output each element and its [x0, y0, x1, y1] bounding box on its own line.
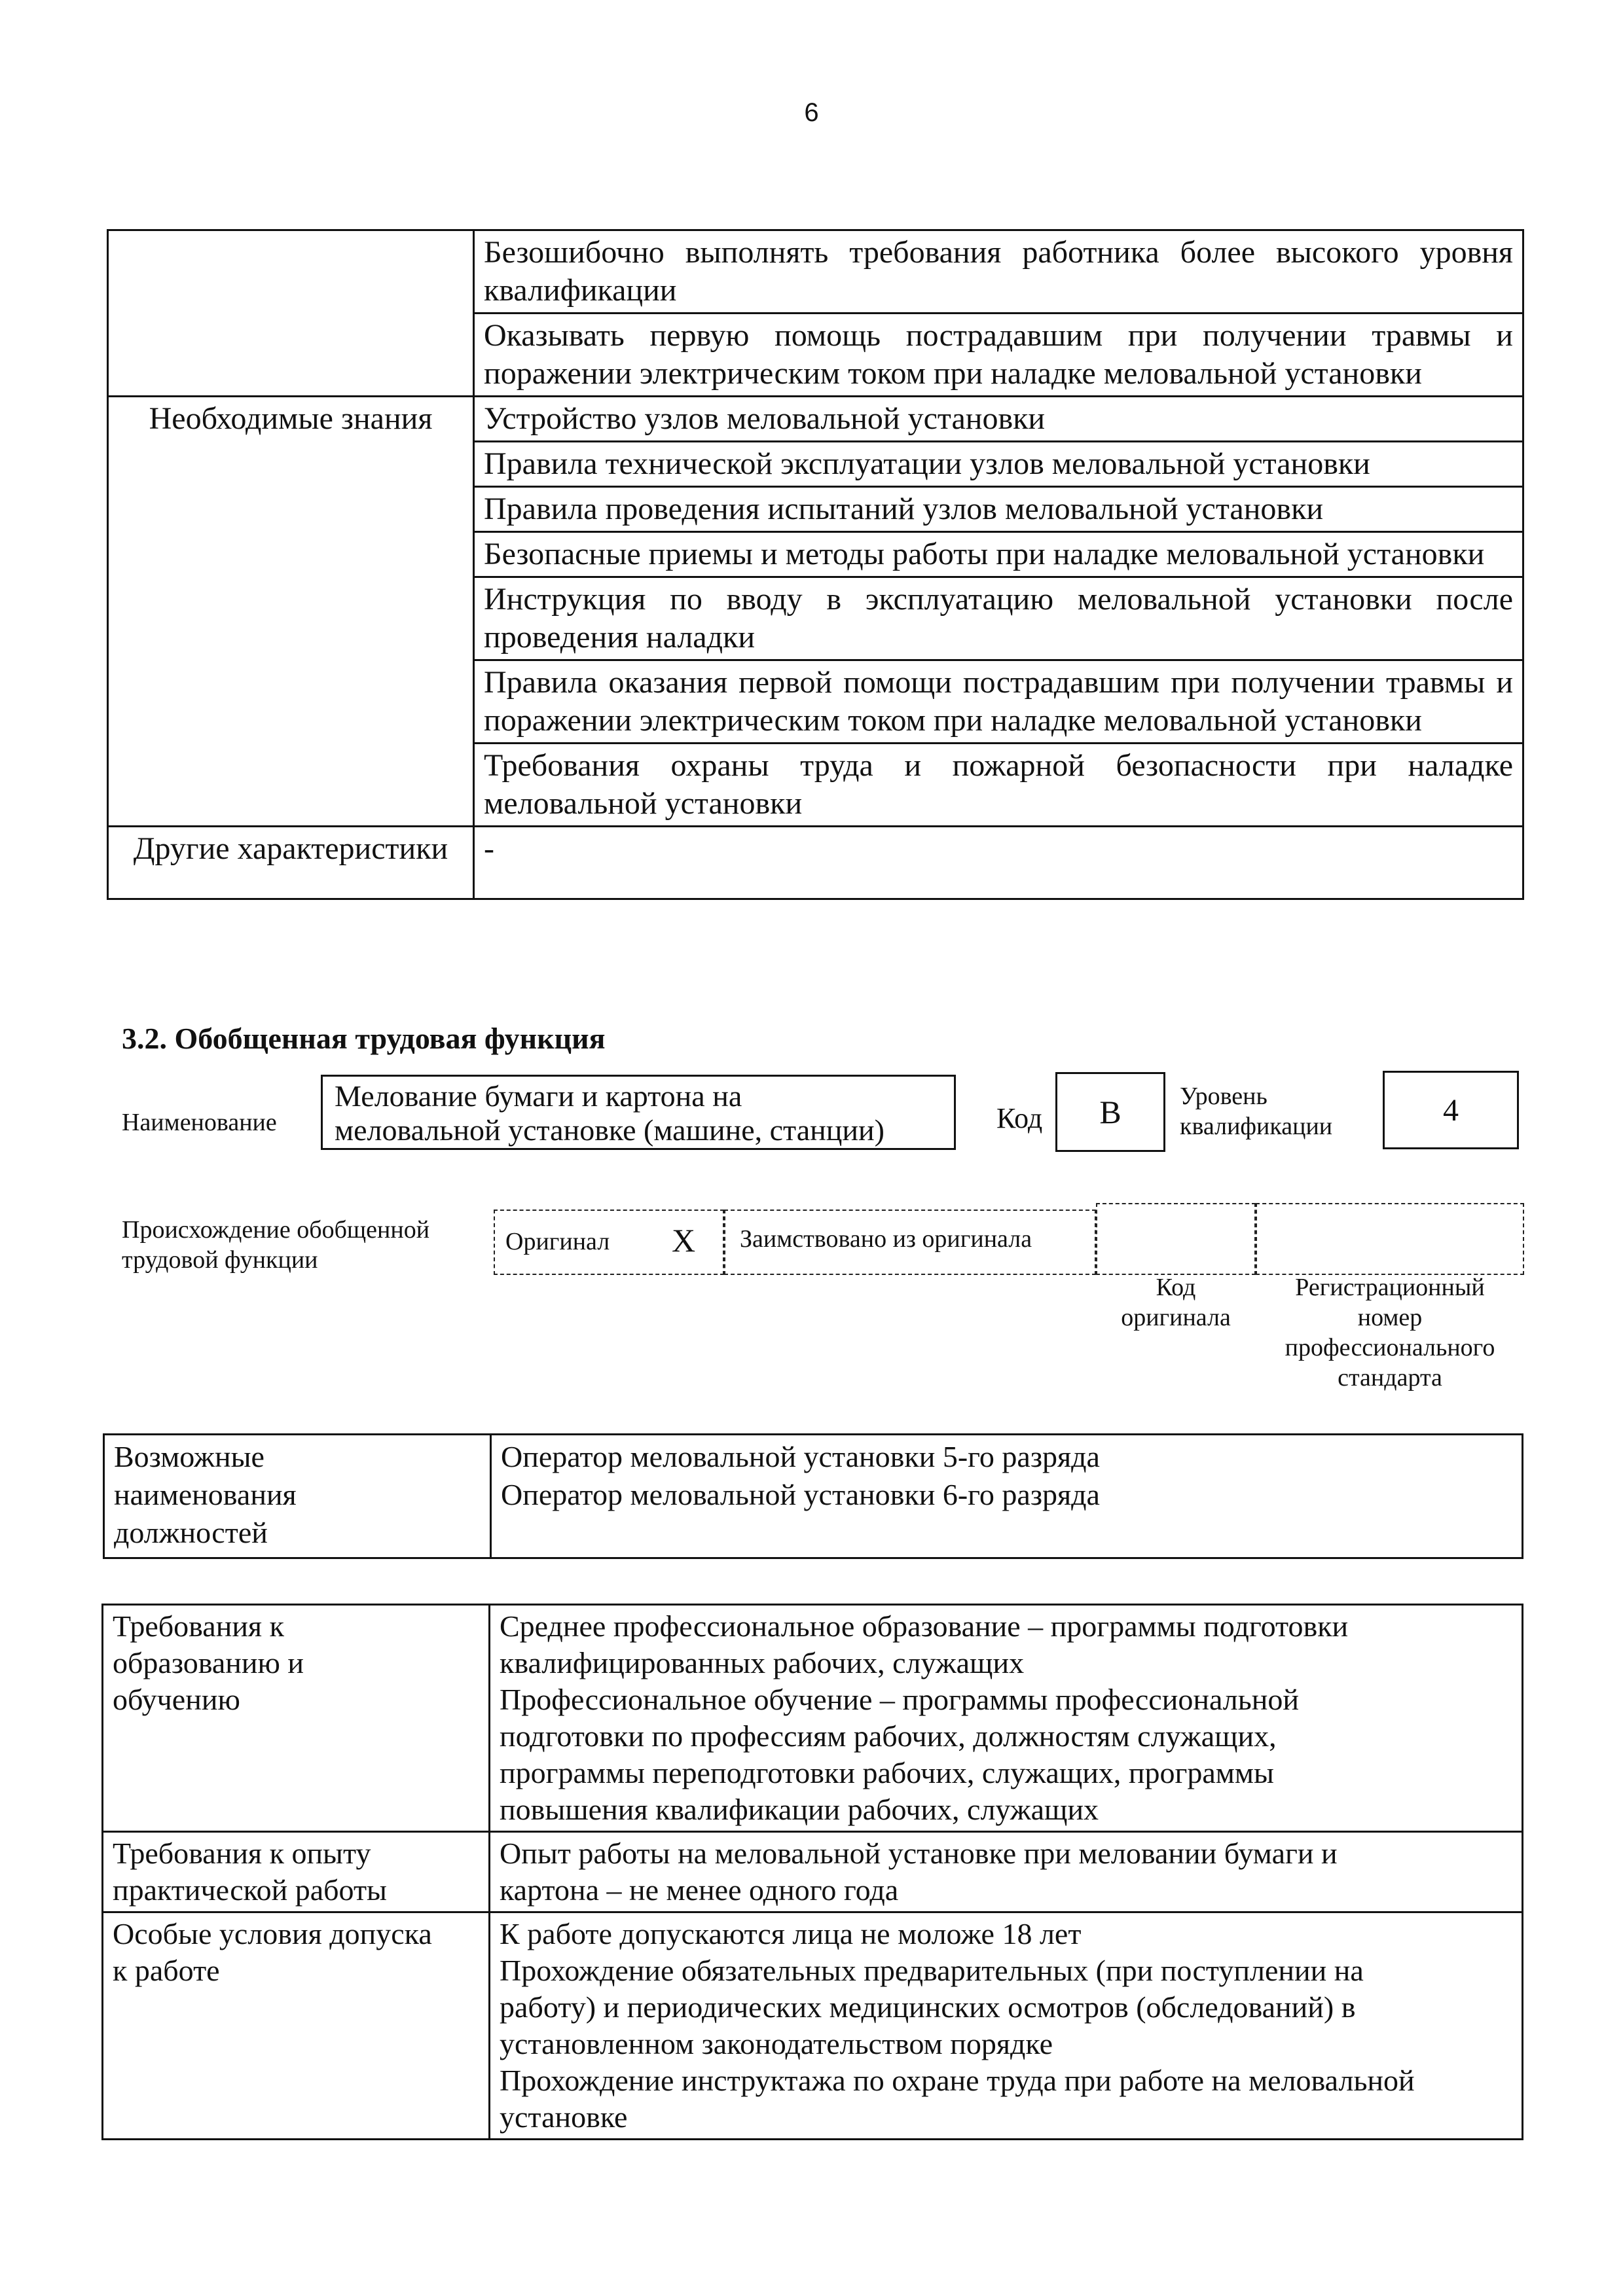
label-line: Возможные: [114, 1440, 264, 1473]
label-line: обучению: [113, 1683, 240, 1716]
education-value: [490, 1605, 1523, 1832]
required-knowledge-label: Необходимые знания: [108, 397, 474, 827]
registration-number-caption: [1256, 1272, 1524, 1393]
admission-value: [490, 1912, 1523, 2140]
caption-line: Регистрационный: [1295, 1274, 1485, 1301]
caption-line: профессионального: [1285, 1334, 1495, 1361]
label-line: Требования к: [113, 1609, 284, 1643]
table-value-cell: Инструкция по вводу в эксплуатацию меловальной установки после проведения наладки: [474, 577, 1523, 660]
value-line: работу) и периодических медицинских осмотров (обследований) в: [500, 1990, 1356, 2024]
value-line: установленном законодательством порядке: [500, 2027, 1053, 2060]
other-characteristics-label: Другие характеристики: [108, 827, 474, 899]
origin-label-line: трудовой функции: [122, 1246, 318, 1274]
page-number: 6: [804, 98, 819, 127]
value-line: программы переподготовки рабочих, служащих, программы: [500, 1756, 1274, 1789]
value-line: Прохождение инструктажа по охране труда при работе на меловальной: [500, 2064, 1415, 2097]
label-line: к работе: [113, 1954, 220, 1987]
value-line: Оператор меловальной установки 5-го разряда: [501, 1440, 1100, 1473]
table-row: [103, 1912, 1523, 2140]
label-line: должностей: [114, 1516, 268, 1549]
education-label: [103, 1605, 490, 1832]
level-label-line: квалификации: [1180, 1113, 1333, 1140]
table-row: [108, 397, 1523, 442]
function-name-line: Мелование бумаги и картона на: [335, 1079, 742, 1113]
label-line: практической работы: [113, 1873, 387, 1907]
requirements-table: [101, 1604, 1523, 2140]
function-name-line: меловальной установке (машине, станции): [335, 1113, 884, 1147]
table-row: [108, 827, 1523, 899]
table-value-cell: Правила проведения испытаний узлов меловальной установки: [474, 487, 1523, 532]
admission-label: [103, 1912, 490, 2140]
value-line: картона – не менее одного года: [500, 1873, 899, 1907]
value-line: Опыт работы на меловальной установке при меловании бумаги и: [500, 1837, 1338, 1870]
value-line: установке: [500, 2100, 628, 2134]
caption-line: стандарта: [1338, 1364, 1442, 1391]
table-value-cell: -: [474, 827, 1523, 899]
code-original-caption: [1096, 1272, 1256, 1333]
value-line: Профессиональное обучение – программы профессиональной: [500, 1683, 1299, 1716]
original-mark: Х: [672, 1222, 696, 1259]
caption-line: номер: [1357, 1304, 1423, 1331]
borrowed-label: Заимствовано из оригинала: [740, 1225, 1032, 1253]
table-row: [104, 1435, 1523, 1558]
label-line: Требования к опыту: [113, 1837, 371, 1870]
origin-label-line: Происхождение обобщенной: [122, 1216, 430, 1244]
name-label: Наименование: [122, 1109, 277, 1136]
label-line: Особые условия допуска: [113, 1917, 432, 1950]
value-line: квалифицированных рабочих, служащих: [500, 1646, 1025, 1679]
function-name-box: [321, 1075, 956, 1150]
experience-label: [103, 1832, 490, 1912]
level-label-line: Уровень: [1180, 1083, 1267, 1110]
positions-table: [103, 1433, 1523, 1559]
level-value: 4: [1383, 1071, 1519, 1149]
section-heading: 3.2. Обобщенная трудовая функция: [122, 1022, 606, 1055]
table-value-cell: Оказывать первую помощь пострадавшим при получении травмы и поражении электрическим током при наладке меловальной установки: [474, 314, 1523, 397]
table-value-cell: Требования охраны труда и пожарной безопасности при наладке меловальной установки: [474, 744, 1523, 827]
experience-value: [490, 1832, 1523, 1912]
value-line: повышения квалификации рабочих, служащих: [500, 1793, 1099, 1826]
value-line: Среднее профессиональное образование – программы подготовки: [500, 1609, 1349, 1643]
caption-line: оригинала: [1121, 1304, 1231, 1331]
value-line: Оператор меловальной установки 6-го разряда: [501, 1478, 1100, 1511]
positions-value: [491, 1435, 1523, 1558]
table-value-cell: Устройство узлов меловальной установки: [474, 397, 1523, 442]
registration-number-box: [1256, 1203, 1524, 1275]
positions-label: [104, 1435, 491, 1558]
knowledge-table: [107, 229, 1524, 900]
original-label: Оригинал: [505, 1228, 610, 1255]
table-row: [103, 1832, 1523, 1912]
value-line: К работе допускаются лица не моложе 18 лет: [500, 1917, 1082, 1950]
caption-line: Код: [1156, 1274, 1196, 1301]
origin-label: [122, 1215, 429, 1275]
table-label-cell: [108, 230, 474, 397]
table-row: [103, 1605, 1523, 1832]
label-line: образованию и: [113, 1646, 304, 1679]
code-label: Код: [996, 1102, 1043, 1134]
table-row: [108, 230, 1523, 314]
table-value-cell: Безошибочно выполнять требования работника более высокого уровня квалификации: [474, 230, 1523, 314]
code-original-box: [1096, 1203, 1256, 1275]
table-value-cell: Правила оказания первой помощи пострадавшим при получении травмы и поражении электрическим током при наладке меловальной установки: [474, 660, 1523, 744]
level-label: [1180, 1081, 1332, 1141]
table-value-cell: Безопасные приемы и методы работы при наладке меловальной установки: [474, 532, 1523, 577]
code-value: В: [1055, 1072, 1165, 1152]
value-line: подготовки по профессиям рабочих, должностям служащих,: [500, 1719, 1277, 1753]
value-line: Прохождение обязательных предварительных (при поступлении на: [500, 1954, 1364, 1987]
table-value-cell: Правила технической эксплуатации узлов меловальной установки: [474, 442, 1523, 487]
label-line: наименования: [114, 1478, 297, 1511]
